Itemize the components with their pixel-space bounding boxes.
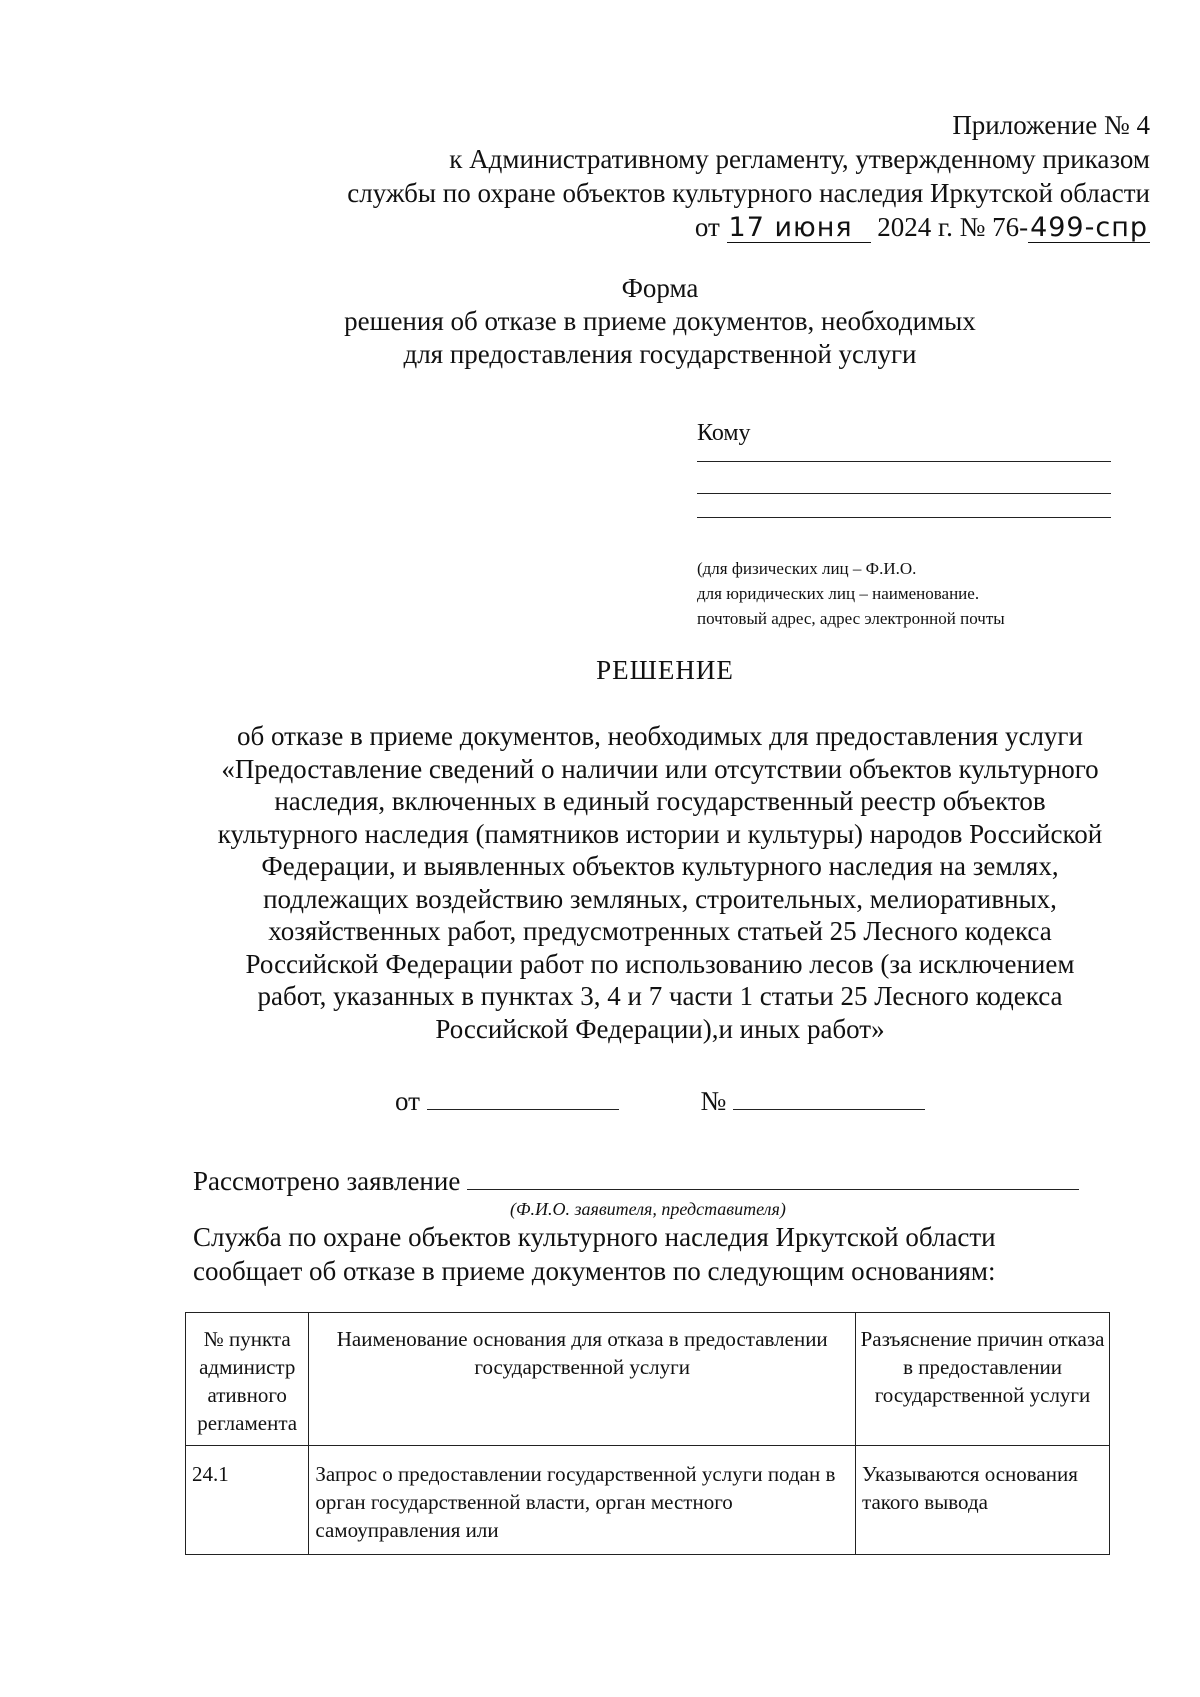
decision-title: РЕШЕНИЕ [596, 655, 734, 685]
recipient-hint-line2: для юридических лиц – наименование. [697, 584, 980, 603]
decision-subject-line: работ, указанных в пунктах 3, 4 и 7 части 1 статьи 25 Лесного кодекса [257, 981, 1063, 1011]
date-year-number: 2024 г. № 76- [877, 212, 1029, 242]
form-title-line2: решения об отказе в приеме документов, необходимых [344, 306, 976, 336]
decision-subject-line: Российской Федерации),и иных работ» [435, 1013, 885, 1044]
appendix-header [347, 108, 1150, 244]
row-explanation: Указываются основания такого вывода [856, 1446, 1110, 1555]
form-title [300, 272, 1020, 371]
recipient-line-2 [697, 493, 1111, 494]
form-title-line1: Форма [621, 273, 699, 303]
row-point: 24.1 [186, 1446, 309, 1555]
header-explanation: Разъяснение причин отказа в предоставлении государственной услуги [856, 1313, 1110, 1446]
refusal-grounds-table [185, 1312, 1110, 1555]
decision-number-blank [733, 1085, 925, 1110]
decision-date-number [395, 1085, 925, 1117]
applicant-hint: (Ф.И.О. заявителя, представителя) [510, 1199, 786, 1219]
appendix-service-ref: службы по охране объектов культурного наследия Иркутской области [347, 178, 1150, 208]
recipient-line-1 [697, 461, 1111, 462]
decision-subject-line: об отказе в приеме документов, необходимых для предоставления услуги [237, 721, 1083, 751]
decision-subject-line: Федерации, и выявленных объектов культурного наследия на землях, [261, 851, 1059, 881]
recipient-hint-line1: (для физических лиц – Ф.И.О. [697, 559, 917, 578]
service-statement-line1: Служба по охране объектов культурного наследия Иркутской области [193, 1222, 996, 1252]
decision-subject-line: наследия, включенных в единый государственный реестр объектов [274, 786, 1046, 816]
table-header-row [186, 1313, 1110, 1446]
decision-subject-line: Российской Федерации работ по использованию лесов (за исключением [245, 948, 1075, 979]
applicant-name-blank [467, 1165, 1079, 1190]
header-point: № пункта администр ативного регламента [186, 1313, 309, 1446]
row-ground: Запрос о предоставлении государственной услуги подан в орган государственной власти, орган местного самоуправления или [309, 1446, 856, 1555]
decision-date-blank [427, 1085, 619, 1110]
recipient-label: Кому [697, 420, 751, 446]
appendix-number: Приложение № 4 [952, 110, 1150, 140]
recipient-line-3 [697, 517, 1111, 518]
recipient-block [697, 420, 1117, 518]
date-prefix: от [694, 212, 720, 242]
decision-subject-line: «Предоставление сведений о наличии или отсутствии объектов культурного [221, 753, 1099, 784]
decision-subject [180, 720, 1140, 1045]
service-statement-line2: сообщает об отказе в приеме документов по следующим основаниям: [193, 1256, 996, 1286]
considered-label: Рассмотрено заявление [193, 1166, 461, 1196]
recipient-hint [697, 556, 1005, 631]
service-statement [193, 1220, 1153, 1288]
header-ground: Наименование основания для отказа в предоставлении государственной услуги [309, 1313, 856, 1446]
handwritten-date: 17 июня [727, 214, 871, 243]
decision-number-label: № [700, 1086, 727, 1116]
recipient-hint-line3: почтовый адрес, адрес электронной почты [697, 609, 1005, 628]
considered-application [193, 1165, 1079, 1197]
decision-from-label: от [395, 1086, 420, 1116]
handwritten-order-number: 499-спр [1030, 212, 1148, 243]
table-row [186, 1446, 1110, 1555]
appendix-regulation-ref: к Административному регламенту, утвержденному приказом [449, 144, 1150, 174]
decision-subject-line: подлежащих воздействию земляных, строительных, мелиоративных, [263, 883, 1057, 914]
decision-subject-line: культурного наследия (памятников истории и культуры) народов Российской [217, 818, 1103, 849]
appendix-date-line [695, 210, 1150, 244]
decision-subject-line: хозяйственных работ, предусмотренных статьей 25 Лесного кодекса [268, 916, 1052, 946]
form-title-line3: для предоставления государственной услуги [403, 339, 917, 369]
